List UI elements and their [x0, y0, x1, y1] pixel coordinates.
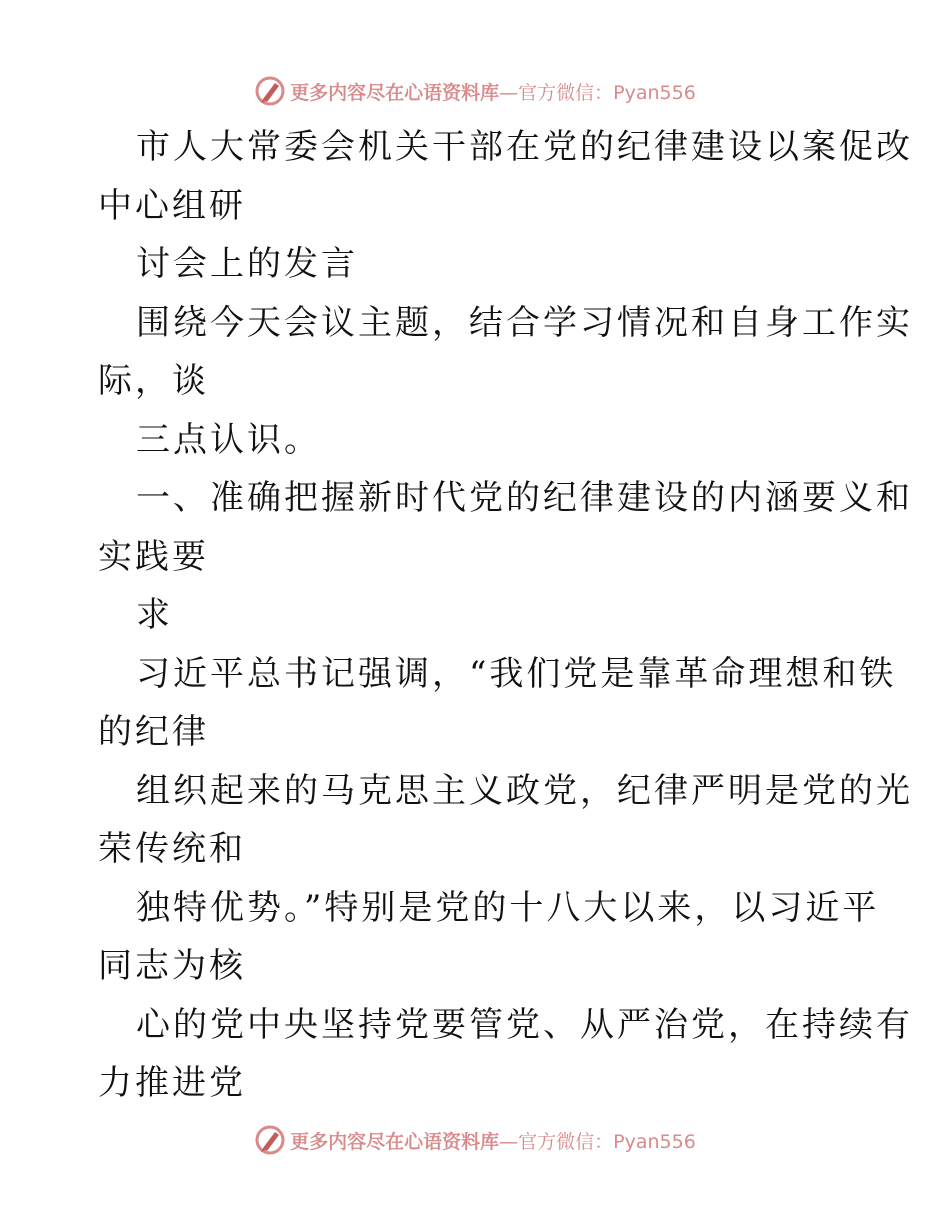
- text-line: 市人大常委会机关干部在党的纪律建设以案促改: [136, 127, 913, 167]
- text-line: 习近平总书记强调，“我们党是靠革命理想和铁: [136, 653, 897, 694]
- watermark-left-text: 更多内容尽在心语资料库: [290, 1130, 500, 1153]
- text-line: 三点认识。: [136, 419, 321, 460]
- document-body: [98, 118, 913, 1113]
- watermark-left-text: 更多内容尽在心语资料库: [290, 81, 500, 104]
- watermark-right-text: —官方微信：Pyan556: [499, 1130, 696, 1153]
- text-line: 围绕今天会议主题，结合学习情况和自身工作实: [136, 302, 913, 343]
- text-line: 际，谈: [98, 361, 209, 401]
- watermark-right-text: —官方微信：Pyan556: [499, 81, 696, 104]
- text-line: 心的党中央坚持党要管党、从严治党，在持续有: [136, 1004, 913, 1045]
- watermark-banner-top: [0, 71, 950, 111]
- text-line: 的纪律: [98, 712, 209, 752]
- pen-logo-icon: [254, 1124, 286, 1156]
- text-line: 一、准确把握新时代党的纪律建设的内涵要义和: [136, 478, 913, 518]
- text-line: 实践要: [98, 536, 209, 577]
- text-line: 中心组研: [98, 185, 246, 226]
- text-line: 求: [136, 595, 173, 635]
- text-line: 荣传统和: [98, 829, 246, 869]
- watermark-banner-bottom: [0, 1120, 950, 1160]
- text-line: 组织起来的马克思主义政党，纪律严明是党的光: [136, 770, 913, 811]
- pen-logo-icon: [254, 75, 286, 107]
- text-line: 讨会上的发言: [136, 244, 358, 284]
- text-line: 力推进党: [98, 1063, 246, 1103]
- text-line: 同志为核: [98, 946, 246, 986]
- text-line: 独特优势。”特别是党的十八大以来，以习近平: [136, 887, 880, 928]
